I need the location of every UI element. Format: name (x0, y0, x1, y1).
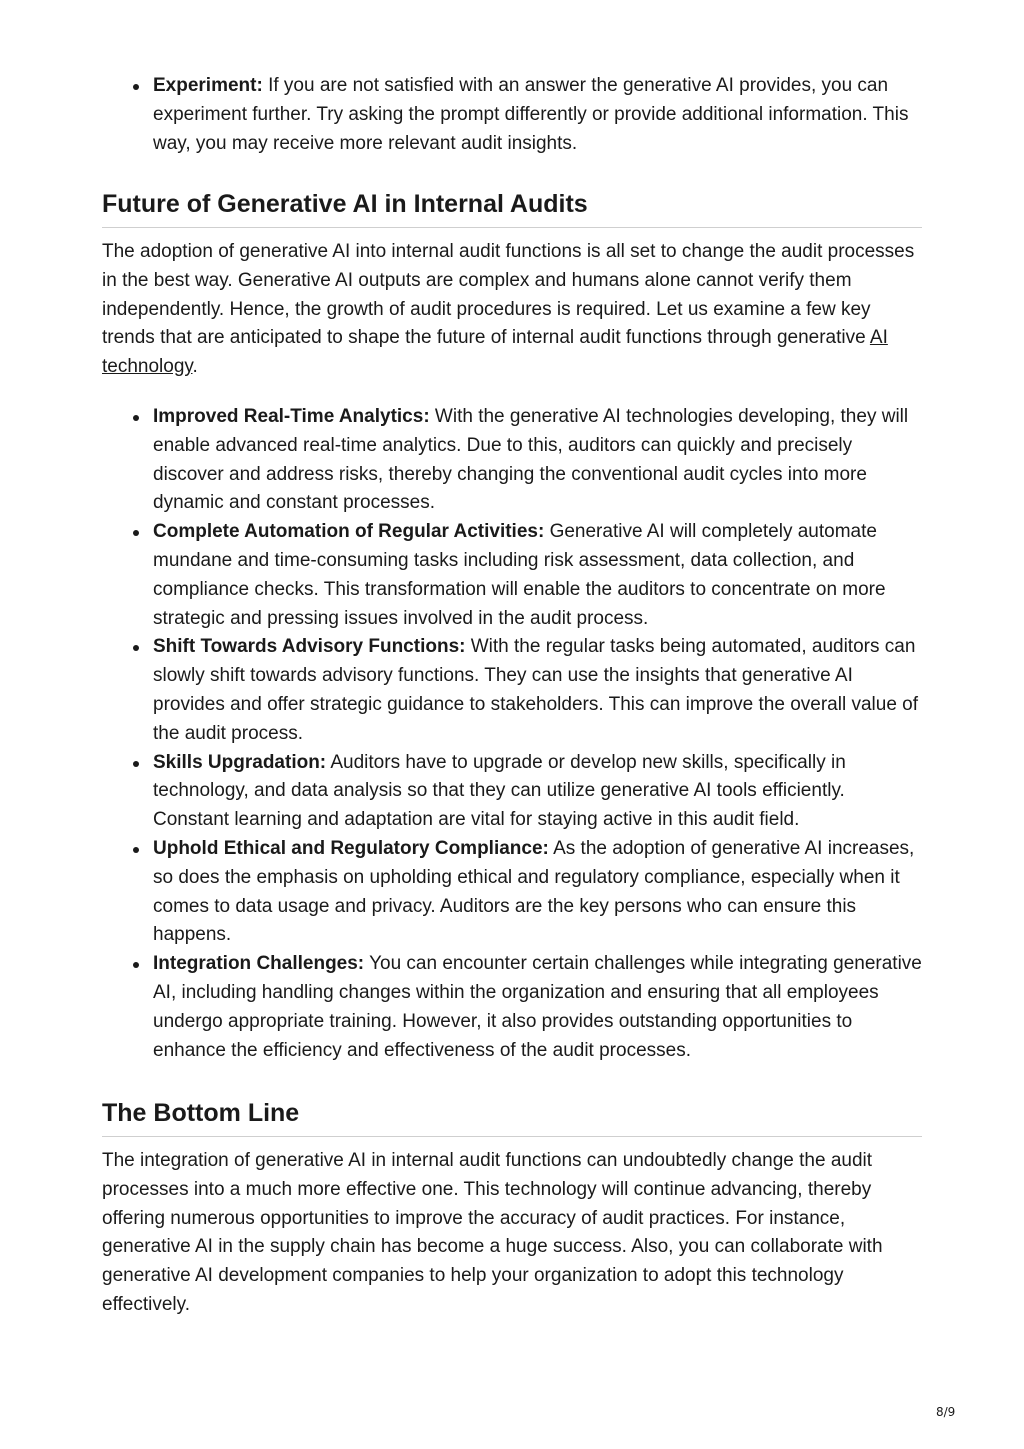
list-item-text: You can encounter certain challenges while integrating generative AI, including handling changes within the organization and ensuring that all employees undergo appropriate training. However, it also provides outstanding opportunities to enhance the efficiency and effectiveness of the audit processes. (153, 953, 922, 1061)
future-intro-paragraph (102, 238, 922, 382)
list-item (102, 950, 922, 1065)
list-item-term: Shift Towards Advisory Functions: (153, 636, 466, 658)
list-item (102, 72, 922, 158)
list-item (102, 749, 922, 835)
list-item-term: Uphold Ethical and Regulatory Compliance: (153, 837, 549, 859)
list-item-term: Integration Challenges: (153, 953, 365, 975)
list-item-term: Complete Automation of Regular Activities: (153, 521, 545, 543)
list-item-term: Skills Upgradation: (153, 751, 327, 773)
list-item-text: With the generative AI technologies developing, they will enable advanced real-time analytics. Due to this, auditors can quickly and precisely discover and address risks, thereby changing the conventional audit cycles into more dynamic and constant processes. (153, 406, 909, 514)
ai-technology-link[interactable]: AI technology (102, 327, 888, 378)
trends-list (102, 403, 922, 1065)
list-item (102, 518, 922, 633)
page-number: 8/9 (936, 1405, 956, 1419)
list-item (102, 633, 922, 748)
section-heading-bottom-line: The Bottom Line (102, 1097, 922, 1137)
list-item-text: If you are not satisfied with an answer the generative AI provides, you can experiment further. Try asking the prompt differently or provide additional information. This way, you may receive more relevant audit insights. (153, 75, 909, 154)
list-item-text: With the regular tasks being automated, auditors can slowly shift towards advisory functions. They can use the insights that generative AI provides and offer strategic guidance to stakeholders. This can improve the overall value of the audit process. (153, 636, 919, 744)
future-intro-end: . (192, 356, 198, 378)
list-item-term: Improved Real-Time Analytics: (153, 406, 430, 427)
tips-list (102, 72, 922, 158)
list-item-text: Generative AI will completely automate mundane and time-consuming tasks including risk assessment, data collection, and compliance checks. This transformation will enable the auditors to concentrate on more strategic and pressing issues involved in the audit process. (153, 521, 886, 629)
list-item-text: As the adoption of generative AI increases, so does the emphasis on upholding ethical and regulatory compliance, especially when it comes to data usage and privacy. Auditors are the key persons who can ensure this happens. (153, 837, 915, 946)
bottom-line-paragraph: The integration of generative AI in internal audit functions can undoubtedly change the audit processes into a much more effective one. This technology will continue advancing, thereby offering numerous opportunities to improve the accuracy of audit practices. For instance, generative AI in the supply chain has become a huge success. Also, you can collaborate with generative AI development companies to help your organization to adopt this technology effectively. (102, 1150, 883, 1315)
future-intro-text: The adoption of generative AI into internal audit functions is all set to change the audit processes in the best way. Generative AI outputs are complex and humans alone cannot verify them independently. Hence, the growth of audit procedures is required. Let us examine a few key trends that are anticipated to shape the future of internal audit functions through generative (102, 241, 915, 349)
list-item (102, 835, 922, 950)
list-item-term: Experiment: (153, 75, 263, 96)
list-item (102, 403, 922, 518)
section-heading-future: Future of Generative AI in Internal Audits (102, 188, 922, 228)
list-item-text: Auditors have to upgrade or develop new skills, specifically in technology, and data analysis so that they can utilize generative AI tools efficiently. Constant learning and adaptation are vital for staying active in this audit field. (153, 751, 846, 831)
